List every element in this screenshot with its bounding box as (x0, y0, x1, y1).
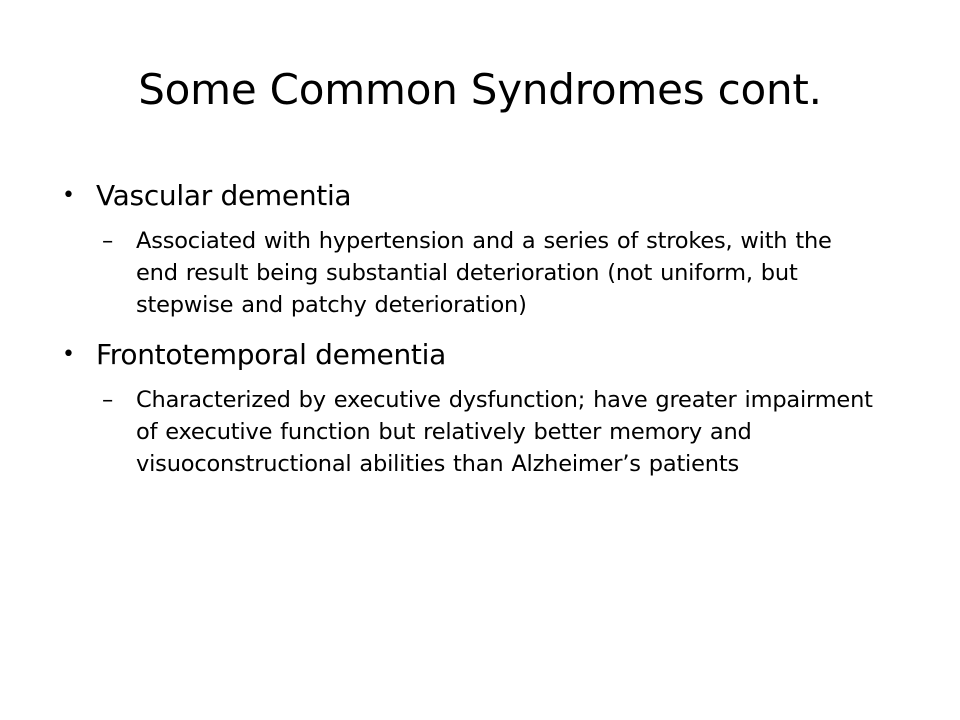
bullet-dot-icon: • (62, 342, 75, 367)
sub-bullet-text: Characterized by executive dysfunction; have greater impairment of executive function but relatively better memory and visuoconstructional abilities than Alzheimer’s patients (136, 387, 873, 477)
sub-bullet-text: Associated with hypertension and a series of strokes, with the end result being substantial deterioration (not uniform, but stepwise and patchy deterioration) (136, 228, 832, 318)
bullet-dot-icon: • (62, 183, 75, 208)
bullet-item (62, 335, 902, 375)
slide-title: Some Common Syndromes cont. (138, 65, 822, 114)
slide-body (62, 176, 902, 480)
bullet-heading: Vascular dementia (96, 179, 352, 212)
bullet-group-frontotemporal-dementia (62, 335, 902, 480)
sub-bullet-item (62, 384, 874, 480)
bullet-heading: Frontotemporal dementia (96, 338, 446, 371)
dash-icon: – (102, 228, 114, 254)
dash-icon: – (102, 387, 114, 413)
bullet-item (62, 176, 902, 216)
sub-bullet-item (62, 225, 874, 321)
bullet-group-vascular-dementia (62, 176, 902, 321)
